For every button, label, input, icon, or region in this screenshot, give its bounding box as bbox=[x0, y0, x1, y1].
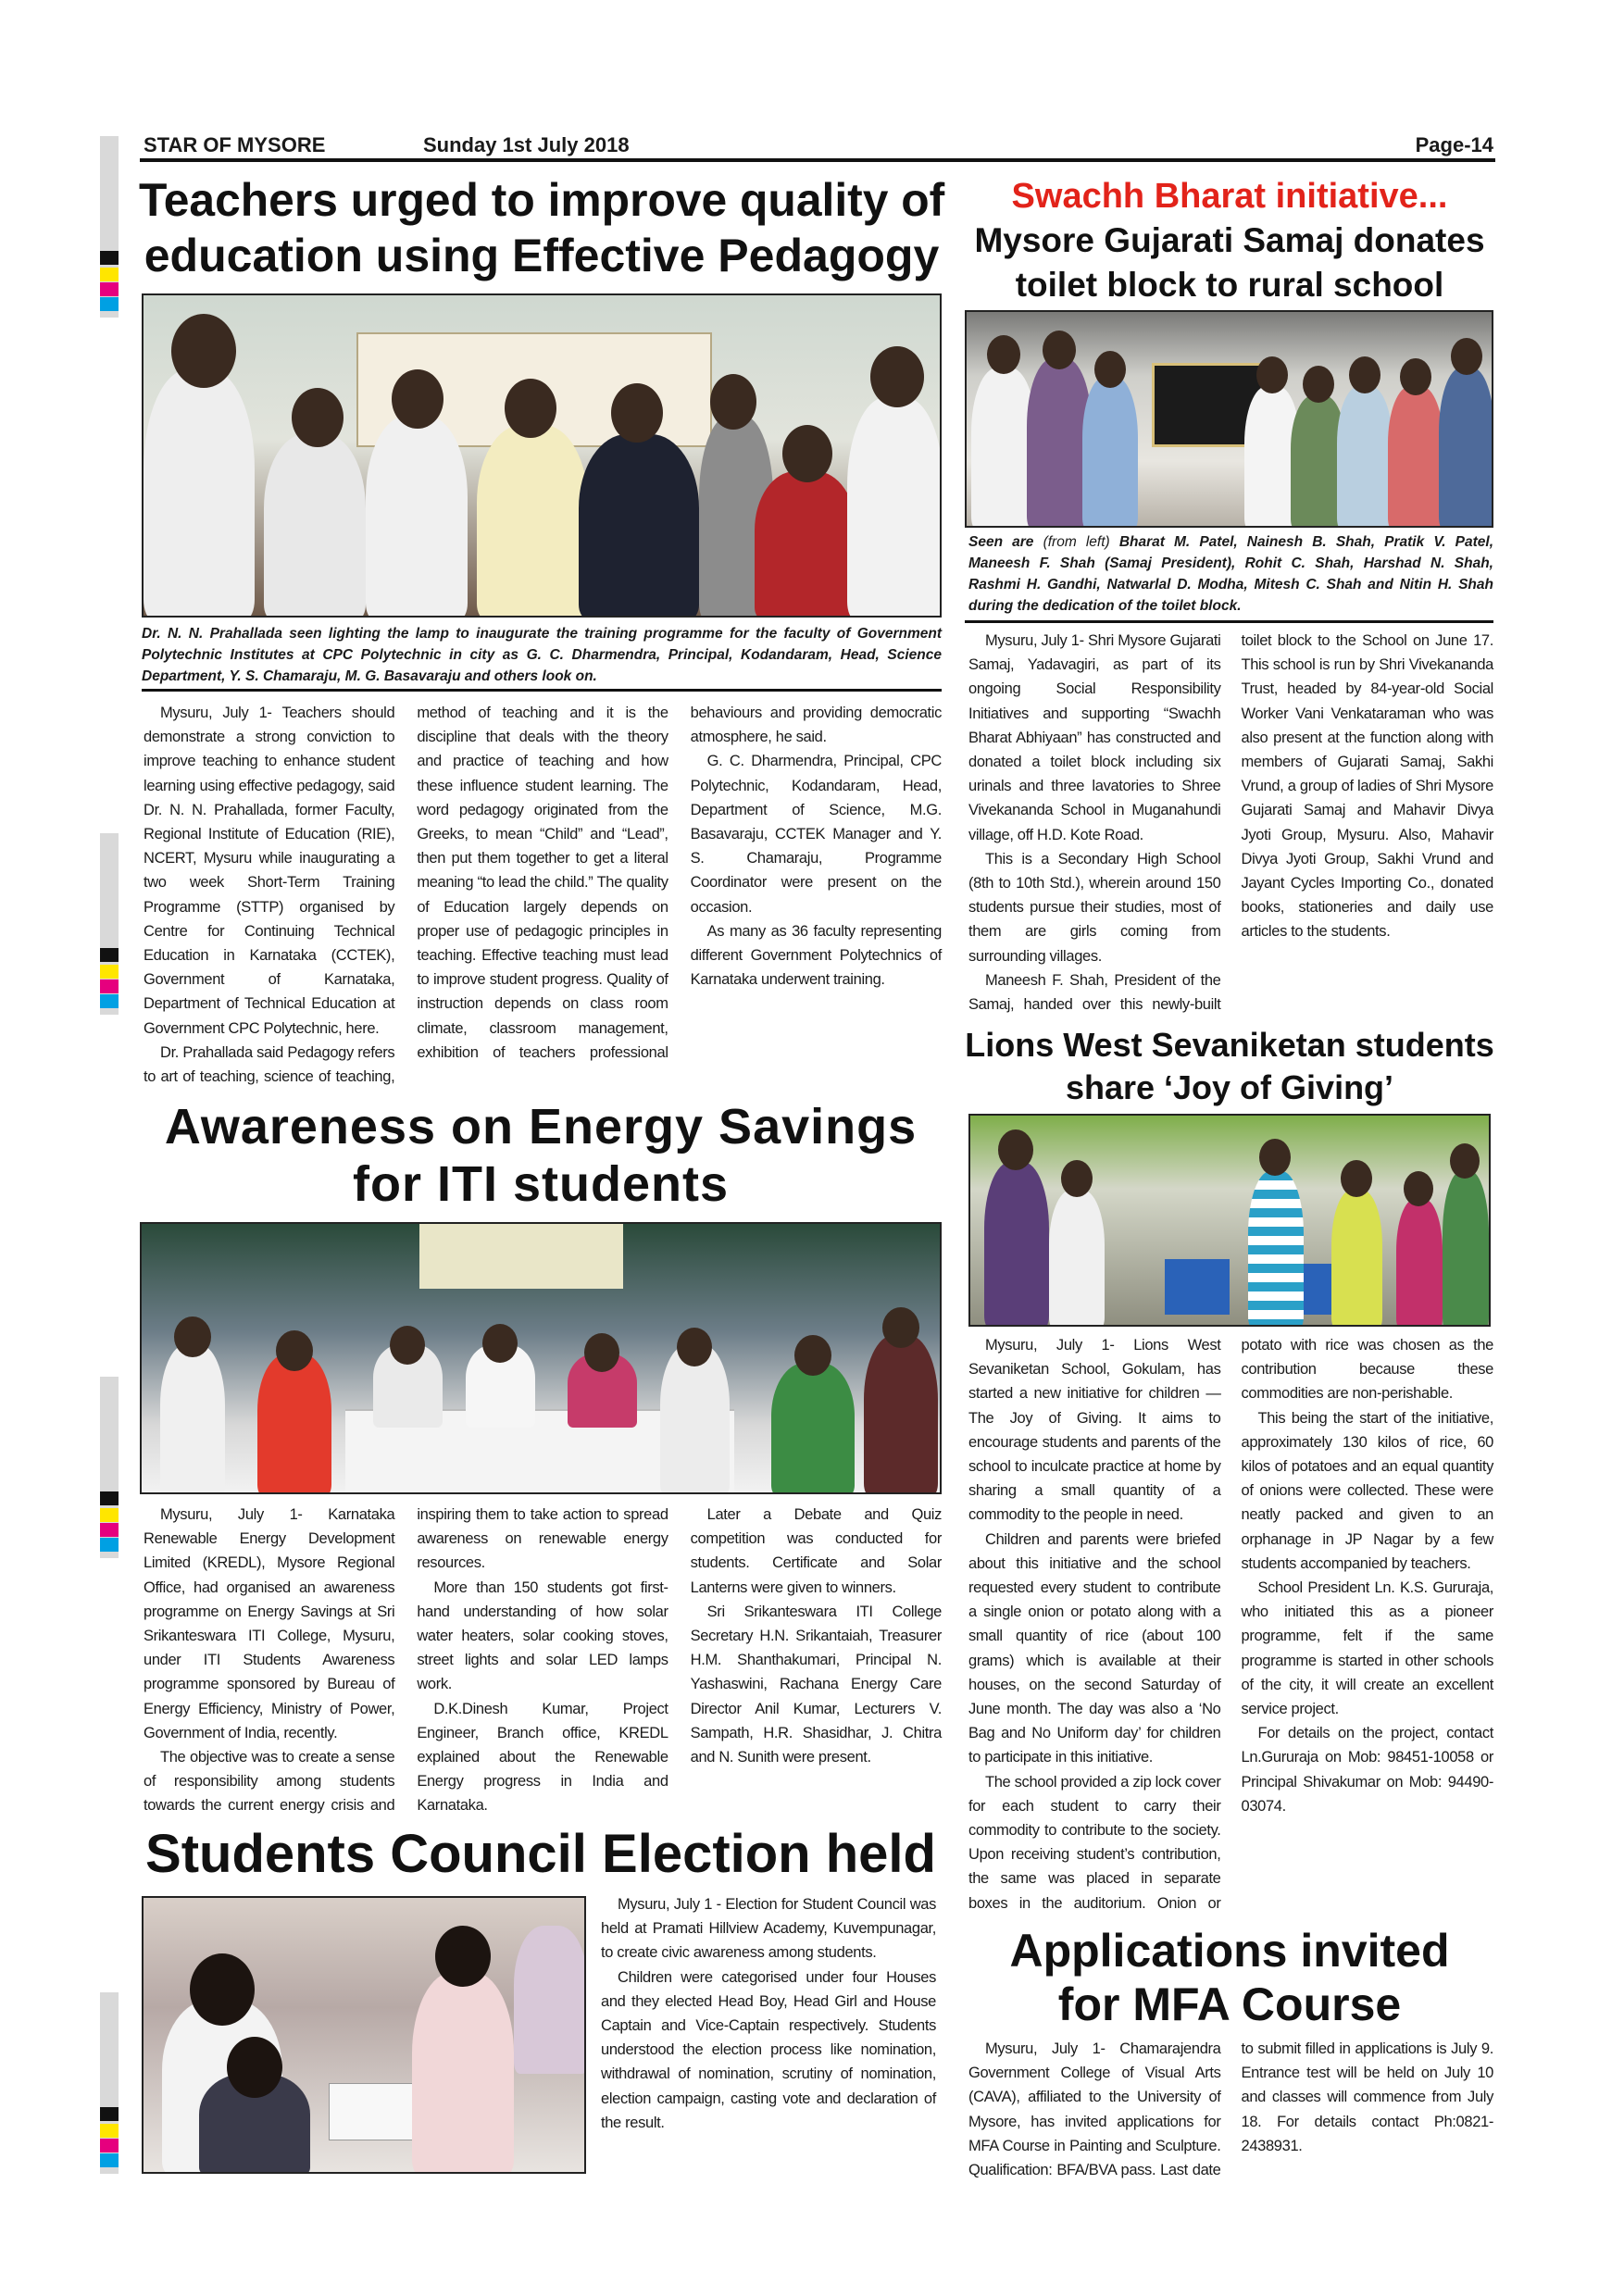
paragraph: D.K.Dinesh Kumar, Project Engineer, Branch office, KREDL explained about the Renewable Energy progress in India and Karnataka. bbox=[417, 1700, 668, 1815]
paragraph: Sri Srikanteswara ITI College Secretary H.N. Srikantaiah, Treasurer H.M. Shanthakumari, Principal N. Yashaswini, Rachana Energy Care Director Anil Kumar, Lecturers V. Sampath, H.R. Shasidhar, J. Chitra and N. Sunith were present. bbox=[690, 1603, 942, 1766]
paragraph: School President Ln. K.S. Gururaja, who initiated this as a pioneer programme, felt if the same programme is started in other schools of the city, it will create an excellent service project. bbox=[1241, 1579, 1493, 1718]
caption-rule bbox=[965, 620, 1493, 623]
headline-line: Teachers urged to improve quality of bbox=[139, 174, 945, 226]
caption-lead: Seen are bbox=[968, 534, 1034, 550]
paragraph: Mysuru, July 1- Lions West Sevaniketan School, Gokulam, has started a new initiative for children — The Joy of Giving. It aims to encourage students and parents of the school to inculcate practice at home by sharing a small quantity of a commodity to the people in need. bbox=[968, 1337, 1221, 1524]
photo-joy-of-giving bbox=[968, 1114, 1491, 1327]
paragraph: Mysuru, July 1- Chamarajendra Government College of Visual Arts (CAVA), affiliated to the University of Mysore, has invited applications for MFA Course in Painting and Sculpture. Qualification: BFA/BVA pass. Last date to submit filled in applications is July 9. Entrance test will be held on July 10 and classes will commence from July 18. For details contact Ph:0821-2438931. bbox=[968, 2040, 1493, 2179]
paragraph: The objective was to create a sense of responsibility among students towards the current energy crisis and inspiring them to take action to spread awareness on renewable energy resources. bbox=[144, 1506, 668, 1815]
swatch-magenta bbox=[100, 1523, 119, 1537]
headline bbox=[964, 218, 1495, 307]
paragraph: Mysuru, July 1- Karnataka Renewable Energy Development Limited (KREDL), Mysore Regional Office, had organised an awareness programme on Energy Savings at Sri Srikanteswara ITI College, Mysuru, under ITI Students Awareness programme sponsored by Bureau of Energy Efficiency, Ministry of Power, Government of India, recently. bbox=[144, 1506, 395, 1741]
article-body bbox=[144, 1503, 942, 1823]
caption-rule bbox=[142, 689, 942, 692]
headline-line: for ITI students bbox=[353, 1156, 729, 1212]
kicker-line: Swachh Bharat initiative... bbox=[1011, 177, 1448, 216]
collection-box bbox=[1165, 1259, 1230, 1315]
headline-line: for MFA Course bbox=[1057, 1978, 1402, 2030]
swatch-cyan bbox=[100, 297, 119, 311]
paragraph: For details on the project, contact Ln.Gururaja on Mob: 98451-10058 or Principal Shivakumar on Mob: 94490-03074. bbox=[1241, 1725, 1493, 1815]
paragraph: Mysuru, July 1- Teachers should demonstrate a strong conviction to improve teaching to enhance student learning using effective pedagogy, said Dr. N. N. Prahallada, former Faculty, Regional Institute of Education (RIE), NCERT, Mysuru while inaugurating a two week Short-Term Training Programme (STTP) organised by Centre for Continuing Technical Education in Karnataka (CCTEK), Government of Karnataka, Department of Technical Education at Government CPC Polytechnic, here. bbox=[144, 705, 395, 1037]
photo-iti-students bbox=[140, 1222, 942, 1494]
headline-line: toilet block to rural school bbox=[1015, 266, 1444, 304]
article-body bbox=[601, 1892, 936, 2189]
swatch-yellow bbox=[100, 268, 119, 281]
headline bbox=[964, 1924, 1495, 2031]
swatch-cyan bbox=[100, 2153, 119, 2167]
headline-line: Awareness on Energy Savings bbox=[164, 1099, 918, 1154]
swatch-magenta bbox=[100, 2139, 119, 2152]
photo-toilet-block bbox=[965, 310, 1493, 528]
swatch-cyan bbox=[100, 994, 119, 1008]
swatch-black bbox=[100, 2107, 119, 2121]
caption-from-left: (from left) bbox=[1043, 534, 1110, 550]
paragraph: Dr. Prahallada said Pedagogy refers to art of teaching, science of teaching, method of teaching and it is the discipline that deals with the theory and practice of teaching and how these influence student learning. The word pedagogy originated from the Greeks, to mean “Child” and “Lead”, then put them together to get a literal meaning “to lead the child.” The quality of Education largely depends on proper use of pedagogic principles in teaching. Effective teaching must lead to improve student progress. Quality of instruction depends on class room climate, classroom management, exhibition of teachers professional behaviours and providing democratic atmosphere, he said. bbox=[144, 705, 942, 1086]
headline-line: share ‘Joy of Giving’ bbox=[1065, 1068, 1394, 1106]
paragraph: Mysuru, July 1- Shri Mysore Gujarati Samaj, Yadavagiri, as part of its ongoing Social Responsibility Initiatives and supporting “Swachh Bharat Abhiyaan” has constructed and donated a toilet block including six urinals and three lavatories to Shree Vivekananda School in Muganahundi village, off H.D. Kote Road. bbox=[968, 632, 1221, 843]
article-body bbox=[144, 701, 942, 1090]
swatch-yellow bbox=[100, 2124, 119, 2138]
issue-date: Sunday 1st July 2018 bbox=[423, 133, 630, 156]
headline-line: Applications invited bbox=[1009, 1925, 1450, 1977]
photo-student-election bbox=[142, 1896, 586, 2174]
paragraph: This is a Secondary High School (8th to 10th Std.), wherein around 150 students pursue their studies, most of them are girls coming from surrounding villages. bbox=[968, 850, 1221, 965]
swatch-black bbox=[100, 1491, 119, 1505]
headline bbox=[964, 1024, 1495, 1109]
photo-caption bbox=[968, 531, 1493, 617]
banner bbox=[419, 1224, 623, 1289]
paragraph: G. C. Dharmendra, Principal, CPC Polytechnic, Kodandaram, Head, Department of Science, M.G. Basavaraju, CCTEK Manager and Y. S. Chamaraju, Programme Coordinator were present on the occasion. bbox=[690, 753, 942, 916]
caption-names: Bharat M. Patel, Nainesh B. Shah, Pratik V. Patel, Maneesh F. Shah (Samaj President), Rohit C. Shah, Harshad N. Shah, Rashmi H. Gandhi, Natwarlal D. Modha, Mitesh C. Shah and Nitin H. Shah during the dedication of the toilet block. bbox=[968, 534, 1494, 614]
kicker bbox=[964, 174, 1495, 218]
swatch-black bbox=[100, 948, 119, 962]
paragraph: Later a Debate and Quiz competition was conducted for students. Certificate and Solar Lanterns were given to winners. bbox=[690, 1506, 942, 1596]
photo-lamp-lighting bbox=[142, 293, 942, 618]
swatch-yellow bbox=[100, 1508, 119, 1522]
swatch-yellow bbox=[100, 965, 119, 979]
article-body bbox=[968, 629, 1493, 1019]
swatch-black bbox=[100, 251, 119, 265]
paragraph: Children and parents were briefed about this initiative and the school requested every student to contribute a single onion or potato along with a small quantity of rice (about 100 grams) which is available at their houses, on the second Saturday of June month. The day was also a ‘No Bag and No Uniform day’ for children to participate in this initiative. bbox=[968, 1530, 1221, 1766]
photo-caption: Dr. N. N. Prahallada seen lighting the lamp to inaugurate the training programme for the faculty of Government Polytechnic Institutes at CPC Polytechnic in city as G. C. Dharmendra, Principal, Kodandaram, Head, Science Department, Y. S. Chamaraju, M. G. Basavaraju and others look on. bbox=[142, 626, 942, 684]
headline-line: Mysore Gujarati Samaj donates bbox=[974, 221, 1485, 259]
paragraph: As many as 36 faculty representing different Government Polytechnics of Karnataka underwent training. bbox=[690, 922, 942, 989]
article-body bbox=[968, 2037, 1493, 2187]
headline bbox=[140, 1098, 942, 1213]
swatch-magenta bbox=[100, 282, 119, 296]
swatch-cyan bbox=[100, 1538, 119, 1552]
headline bbox=[139, 172, 944, 283]
headline bbox=[140, 1822, 942, 1887]
article-body bbox=[968, 1333, 1493, 1918]
headline-line: Students Council Election held bbox=[145, 1824, 936, 1884]
paragraph: Mysuru, July 1 - Election for Student Council was held at Pramati Hillview Academy, Kuvempunagar, to create civic awareness among students. bbox=[601, 1896, 936, 1962]
paragraph: Maneesh F. Shah, President of the Samaj, handed over this newly-built toilet block to the School on June 17. This school is run by Shri Vivekananda Trust, headed by 84-year-old Social Worker Vani Venkataraman who was also present at the function along with members of Gujarati Samaj, Sakhi Vrund, a group of ladies of Shri Mysore Gujarati Samaj and Mahavir Divya Jyoti Group, Mysuru. Also, Mahavir Divya Jyoti Group, Sakhi Vrund and Jayant Cycles Importing Co., donated books, stationeries and daily use articles to the students. bbox=[968, 632, 1493, 1014]
swatch-magenta bbox=[100, 980, 119, 993]
masthead-rule bbox=[140, 158, 1495, 162]
paragraph: Children were categorised under four Houses and they elected Head Boy, Head Girl and House Captain and Vice-Captain respectively. Students understood the election process like nomination, withdrawal of nomination, scrutiny of nomination, election campaign, casting vote and declaration of the result. bbox=[601, 1968, 936, 2131]
headline-line: Lions West Sevaniketan students bbox=[965, 1026, 1494, 1064]
paragraph: More than 150 students got first-hand understanding of how solar water heaters, solar cooking stoves, street lights and solar LED lamps work. bbox=[417, 1578, 668, 1693]
paragraph: The school provided a zip lock cover for each student to carry their commodity to contribute to the society. Upon receiving student’s contribution, the same was placed in separate boxes in the auditorium. Onion or potato with rice was chosen as the contribution because these commodities are non-perishable. bbox=[968, 1337, 1493, 1912]
headline-line: education using Effective Pedagogy bbox=[144, 230, 940, 281]
page-number: Page-14 bbox=[1415, 133, 1493, 156]
paper-name: STAR OF MYSORE bbox=[144, 133, 326, 156]
paragraph: This being the start of the initiative, approximately 130 kilos of rice, 60 kilos of potatoes and an equal quantity of onions were collected. These were neatly packed and given to an orphanage in JP Nagar by a few students accompanied by teachers. bbox=[1241, 1409, 1493, 1572]
